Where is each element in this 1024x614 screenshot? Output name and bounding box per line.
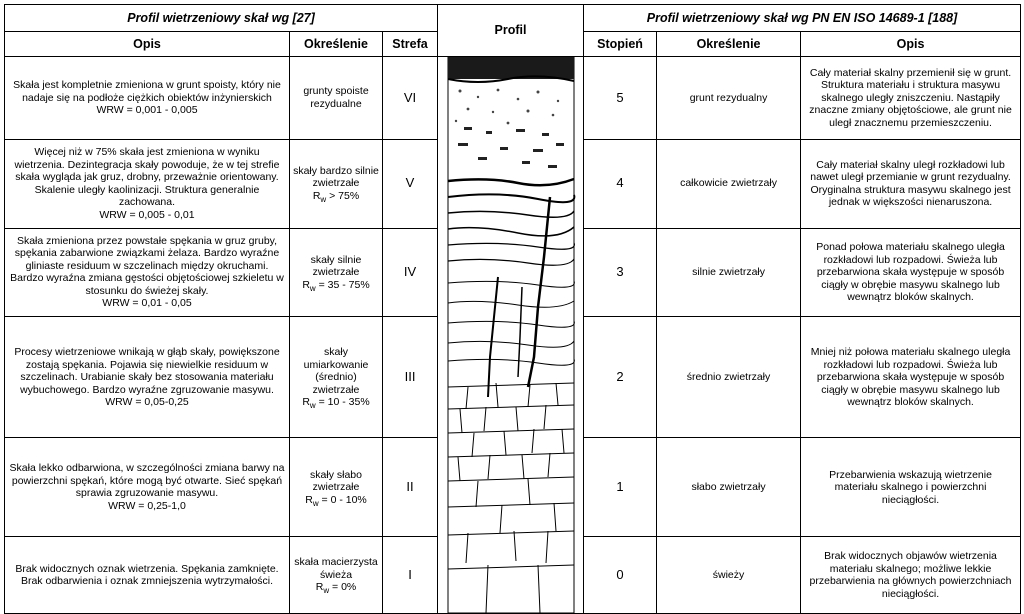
iso-description: Cały materiał skalny uległ rozkładowi lub nawet uległ przemianie w grunt rezydualny. Oryginalna struktura masywu skalnego jest jednak w większości nienaruszona.: [801, 139, 1021, 228]
term-text: grunty spoiste rezydualne: [303, 85, 369, 110]
col-header-okreslenie-iso: Określenie: [657, 32, 801, 57]
term-text: skały słabo zwietrzałe: [310, 468, 362, 494]
degree-number: 3: [584, 228, 657, 317]
wrw-value: WRW = 0,01 - 0,05: [102, 297, 192, 310]
profile-drawing-cell: [438, 57, 584, 614]
iso-description: Ponad połowa materiału skalnego uległa rozkładowi lub rozpadowi. Świeża lub przebarwiona skała występuje w sposób ciągły w obrębie masywu skalnego lub wewnątrz bloków skalnych.: [801, 228, 1021, 317]
degree-number: 4: [584, 139, 657, 228]
table-row: [5, 57, 1021, 140]
col-header-okreslenie: Określenie: [290, 32, 383, 57]
col-header-stopien: Stopień: [584, 32, 657, 57]
row-term: [290, 139, 383, 228]
iso-term: silnie zwietrzały: [657, 228, 801, 317]
rw-value: $R_w = 0 - 10\%$: [305, 493, 367, 508]
description-text: Skała lekko odbarwiona, w szczególności zmiana barwy na powierzchni spękań, które mogą być otwarte. Sieć spękań sprawia zgruzowanie masywu.: [9, 462, 285, 500]
zone-number: I: [383, 537, 438, 614]
row-term: [290, 317, 383, 438]
rw-value: $R_w > 75\%$: [312, 189, 360, 204]
row-description: [5, 438, 290, 537]
wrw-value: WRW = 0,001 - 0,005: [96, 104, 198, 117]
row-term: [290, 438, 383, 537]
row-description: [5, 139, 290, 228]
description-text: Skała jest kompletnie zmieniona w grunt spoisty, który nie nadaje się na podłoże ciężkich obiektów inżynierskich: [13, 79, 281, 104]
iso-description: Brak widocznych objawów wietrzenia materiału skalnego; możliwe lekkie przebarwienia na głównych powierzchniach nieciągłości.: [801, 537, 1021, 614]
iso-term: świeży: [657, 537, 801, 614]
description-text: Procesy wietrzeniowe wnikają w głąb skały, powiększone zostają spękania. Pojawia się niewielkie residuum w szczelinach. Urabianie skały bez stosowania materiału wybuchowego. Bardzo wyraźne zgruzowanie masywu.: [14, 346, 280, 396]
col-header-strefa: Strefa: [383, 32, 438, 57]
iso-description: Mniej niż połowa materiału skalnego uległa rozkładowi lub rozpadowi. Świeża lub przebarwiona skała występuje w sposób ciągły w obrębie masywu skalnego lub wewnątrz bloków skalnych.: [801, 317, 1021, 438]
degree-number: 0: [584, 537, 657, 614]
description-text: Skała zmieniona przez powstałe spękania w gruz gruby, spękania zabarwione związkami żelaza. Bardzo wyraźne gliniaste residuum w szczelinach między okruchami. Bardzo wyraźna zmiana gęstości objętościowej szkieletu w stosunku do świeżej skały.: [10, 234, 284, 297]
term-text: skała macierzysta świeża: [294, 556, 378, 581]
wrw-value: WRW = 0,05-0,25: [105, 396, 189, 409]
rw-value: $R_w = 10 - 35\%$: [302, 396, 370, 411]
iso-description: Cały materiał skalny przemienił się w grunt. Struktura materiału i struktura masywu skalnego uległy zniszczeniu. Nastąpiły znaczne zmiany objętościowe, ale grunt nie uległ znacznemu przemieszczeniu.: [801, 57, 1021, 140]
iso-description: Przebarwienia wskazują wietrzenie materiału skalnego i powierzchni nieciągłości.: [801, 438, 1021, 537]
term-text: skały bardzo silnie zwietrzałe: [293, 164, 379, 190]
zone-number: IV: [383, 228, 438, 317]
zone-number: II: [383, 438, 438, 537]
term-text: skały silnie zwietrzałe: [310, 253, 362, 279]
col-header-opis: Opis: [5, 32, 290, 57]
row-term: [290, 57, 383, 140]
description-text: Brak widocznych oznak wietrzenia. Spękania zamknięte. Brak odbarwienia i oznak zmniejszenia wytrzymałości.: [15, 562, 279, 588]
profile-header: Profil: [438, 5, 584, 57]
row-description: [5, 317, 290, 438]
left-table-title: Profil wietrzeniowy skał wg [27]: [5, 5, 438, 32]
term-text: skały umiarkowanie (średnio) zwietrzałe: [303, 346, 369, 396]
degree-number: 1: [584, 438, 657, 537]
row-description: [5, 57, 290, 140]
right-table-title: Profil wietrzeniowy skał wg PN EN ISO 14689-1 [188]: [584, 5, 1021, 32]
iso-term: słabo zwietrzały: [657, 438, 801, 537]
col-header-opis-iso: Opis: [801, 32, 1021, 57]
degree-number: 5: [584, 57, 657, 140]
weathering-profile-table: [4, 4, 1021, 614]
iso-term: średnio zwietrzały: [657, 317, 801, 438]
rw-value: $R_w = 0\%$: [315, 581, 357, 596]
zone-number: III: [383, 317, 438, 438]
wrw-value: WRW = 0,25-1,0: [108, 499, 186, 512]
weathering-profile-drawing: [438, 57, 584, 613]
degree-number: 2: [584, 317, 657, 438]
row-term: [290, 228, 383, 317]
iso-term: całkowicie zwietrzały: [657, 139, 801, 228]
zone-number: V: [383, 139, 438, 228]
rw-value: $R_w = 35 - 75\%$: [302, 278, 370, 293]
row-description: [5, 537, 290, 614]
iso-term: grunt rezydualny: [657, 57, 801, 140]
wrw-value: WRW = 0,005 - 0,01: [99, 208, 195, 221]
row-description: [5, 228, 290, 317]
description-text: Więcej niż w 75% skała jest zmieniona w wyniku wietrzenia. Dezintegracja skały powoduje, że w tej strefie skała wygląda jak gruz, drobny, przeważnie orientowany. Skalenie uległy kaolinizacji. Struktura generalnie zachowana.: [14, 146, 280, 209]
row-term: [290, 537, 383, 614]
zone-number: VI: [383, 57, 438, 140]
